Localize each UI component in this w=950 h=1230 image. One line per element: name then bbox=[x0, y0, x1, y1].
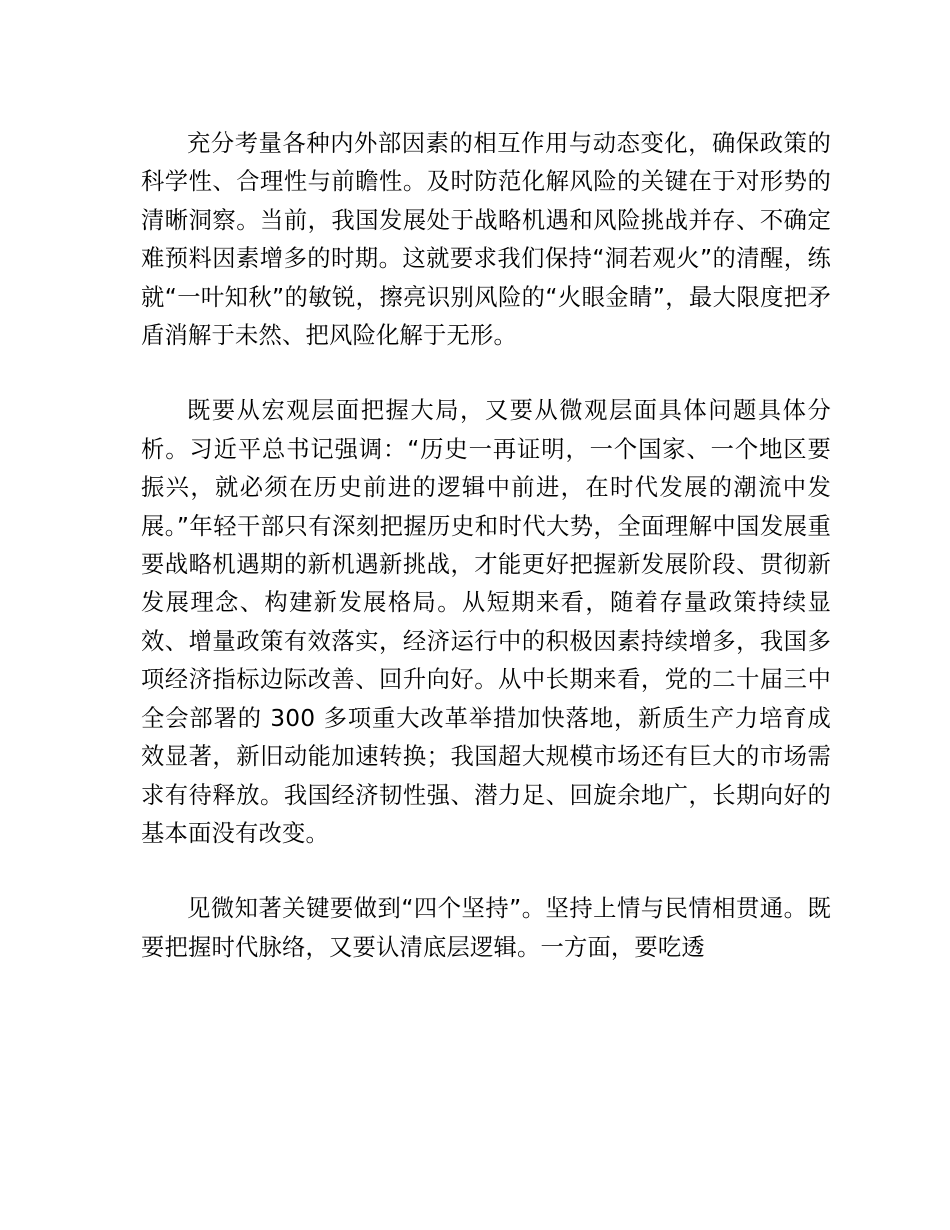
document-page bbox=[141, 125, 831, 1004]
paragraph-3: 见微知著关键要做到“四个坚持”。坚持上情与民情相贯通。既要把握时代脉络，又要认清底层逻辑。一方面，要吃透 bbox=[141, 895, 831, 961]
paragraph-1: 充分考量各种内外部因素的相互作用与动态变化，确保政策的科学性、合理性与前瞻性。及时防范化解风险的关键在于对形势的清晰洞察。当前，我国发展处于战略机遇和风险挑战并存、不确定难预料因素增多的时期。这就要求我们保持“洞若观火”的清醒，练就“一叶知秋”的敏锐，擦亮识别风险的“火眼金睛”，最大限度把矛盾消解于未然、把风险化解于无形。 bbox=[141, 130, 831, 350]
paragraph-2: 既要从宏观层面把握大局，又要从微观层面具体问题具体分析。习近平总书记强调：“历史一再证明，一个国家、一个地区要振兴，就必须在历史前进的逻辑中前进，在时代发展的潮流中发展。”年轻干部只有深刻把握历史和时代大势，全面理解中国发展重要战略机遇期的新机遇新挑战，才能更好把握新发展阶段、贯彻新发展理念、构建新发展格局。从短期来看，随着存量政策持续显效、增量政策有效落实，经济运行中的积极因素持续增多，我国多项经济指标边际改善、回升向好。从中长期来看，党的二十届三中全会部署的 300 多项重大改革举措加快落地，新质生产力培育成效显著，新旧动能加速转换；我国超大规模市场还有巨大的市场需求有待释放。我国经济韧性强、潜力足、回旋余地广，长期向好的基本面没有改变。 bbox=[141, 397, 831, 847]
